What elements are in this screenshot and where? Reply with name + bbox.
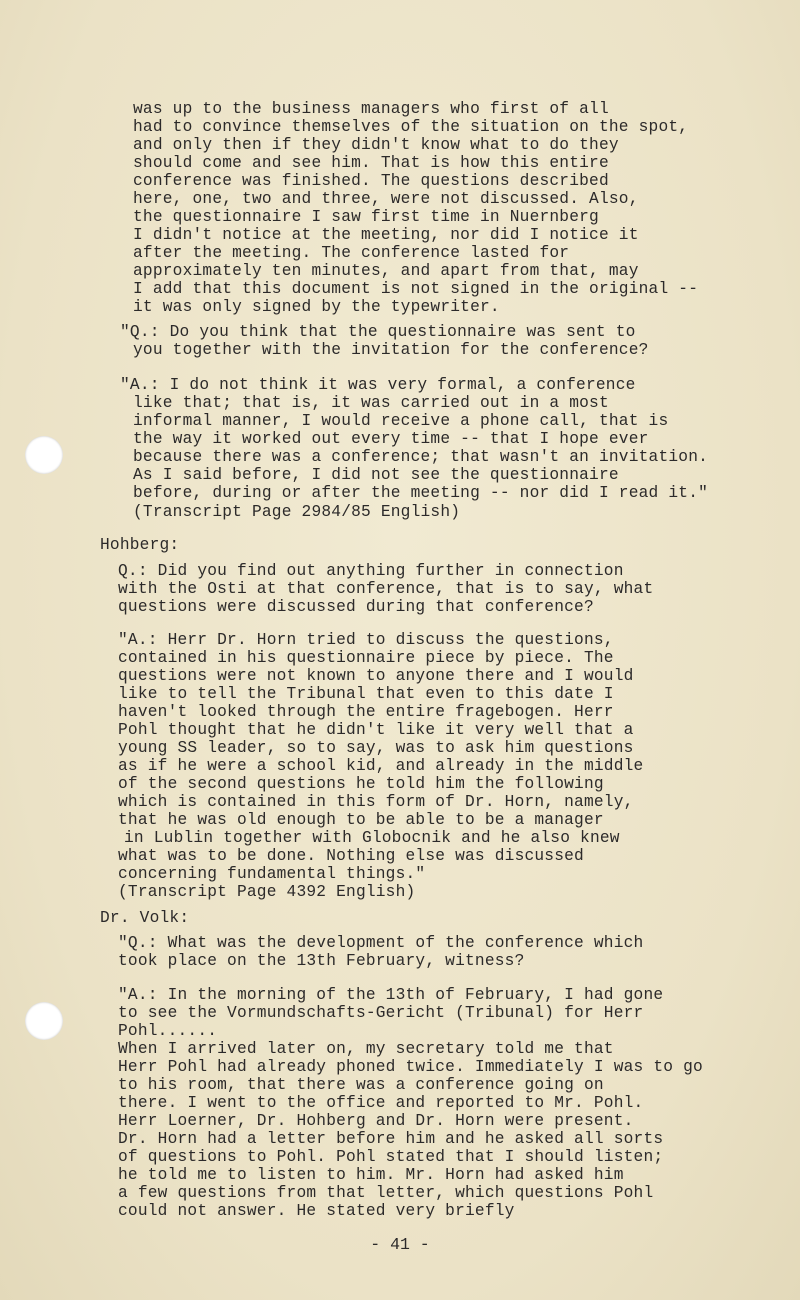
text-line: here, one, two and three, were not discussed. Also, [133,190,639,208]
text-line: "A.: Herr Dr. Horn tried to discuss the questions, [118,631,614,649]
text-line: like that; that is, it was carried out in a most [133,394,609,412]
text-line: (Transcript Page 2984/85 English) [133,503,461,521]
text-line: of questions to Pohl. Pohl stated that I should listen; [118,1148,664,1166]
text-line: of the second questions he told him the following [118,775,604,793]
punch-hole [25,1002,63,1040]
text-line: what was to be done. Nothing else was discussed [118,847,584,865]
text-line: conference was finished. The questions described [133,172,609,190]
text-line: it was only signed by the typewriter. [133,298,500,316]
text-line: he told me to listen to him. Mr. Horn had asked him [118,1166,624,1184]
text-line: "A.: I do not think it was very formal, a conference [120,376,636,394]
text-line: I didn't notice at the meeting, nor did I notice it [133,226,639,244]
text-line: "Q.: What was the development of the conference which [118,934,644,952]
text-line: because there was a conference; that wasn't an invitation. [133,448,709,466]
text-line: had to convince themselves of the situation on the spot, [133,118,689,136]
text-line: there. I went to the office and reported to Mr. Pohl. [118,1094,644,1112]
text-line: to see the Vormundschafts-Gericht (Tribunal) for Herr [118,1004,644,1022]
text-line: could not answer. He stated very briefly [118,1202,515,1220]
text-line: Herr Pohl had already phoned twice. Immediately I was to go [118,1058,703,1076]
text-line: "Q.: Do you think that the questionnaire was sent to [120,323,636,341]
text-line: (Transcript Page 4392 English) [118,883,416,901]
text-line: in Lublin together with Globocnik and he also knew [124,829,620,847]
text-line: like to tell the Tribunal that even to this date I [118,685,614,703]
text-line: When I arrived later on, my secretary told me that [118,1040,614,1058]
text-line: Pohl thought that he didn't like it very well that a [118,721,634,739]
text-line: with the Osti at that conference, that is to say, what [118,580,654,598]
text-line: after the meeting. The conference lasted for [133,244,570,262]
text-line: Herr Loerner, Dr. Hohberg and Dr. Horn were present. [118,1112,634,1130]
text-line: was up to the business managers who first of all [133,100,609,118]
text-line: young SS leader, so to say, was to ask him questions [118,739,634,757]
text-line: before, during or after the meeting -- nor did I read it." [133,484,709,502]
text-line: you together with the invitation for the conference? [133,341,649,359]
text-line: informal manner, I would receive a phone call, that is [133,412,669,430]
text-line: a few questions from that letter, which questions Pohl [118,1184,654,1202]
text-line: as if he were a school kid, and already in the middle [118,757,644,775]
text-line: haven't looked through the entire fragebogen. Herr [118,703,614,721]
text-line: took place on the 13th February, witness? [118,952,525,970]
text-line: the way it worked out every time -- that I hope ever [133,430,649,448]
text-line: I add that this document is not signed in the original -- [133,280,699,298]
text-line: that he was old enough to be able to be a manager [118,811,604,829]
text-line: to his room, that there was a conference going on [118,1076,604,1094]
text-line: should come and see him. That is how this entire [133,154,609,172]
punch-hole [25,436,63,474]
text-line: the questionnaire I saw first time in Nuernberg [133,208,599,226]
text-line: Dr. Volk: [100,909,190,927]
text-line: "A.: In the morning of the 13th of February, I had gone [118,986,664,1004]
text-line: and only then if they didn't know what to do they [133,136,619,154]
page-number: - 41 - [370,1235,430,1254]
text-line: questions were not known to anyone there and I would [118,667,634,685]
text-line: questions were discussed during that conference? [118,598,594,616]
text-line: Hohberg: [100,536,180,554]
text-line: Dr. Horn had a letter before him and he asked all sorts [118,1130,664,1148]
text-line: Q.: Did you find out anything further in connection [118,562,624,580]
text-line: Pohl...... [118,1022,218,1040]
text-line: As I said before, I did not see the questionnaire [133,466,619,484]
text-line: concerning fundamental things." [118,865,426,883]
text-line: contained in his questionnaire piece by piece. The [118,649,614,667]
text-line: which is contained in this form of Dr. Horn, namely, [118,793,634,811]
text-line: approximately ten minutes, and apart from that, may [133,262,639,280]
